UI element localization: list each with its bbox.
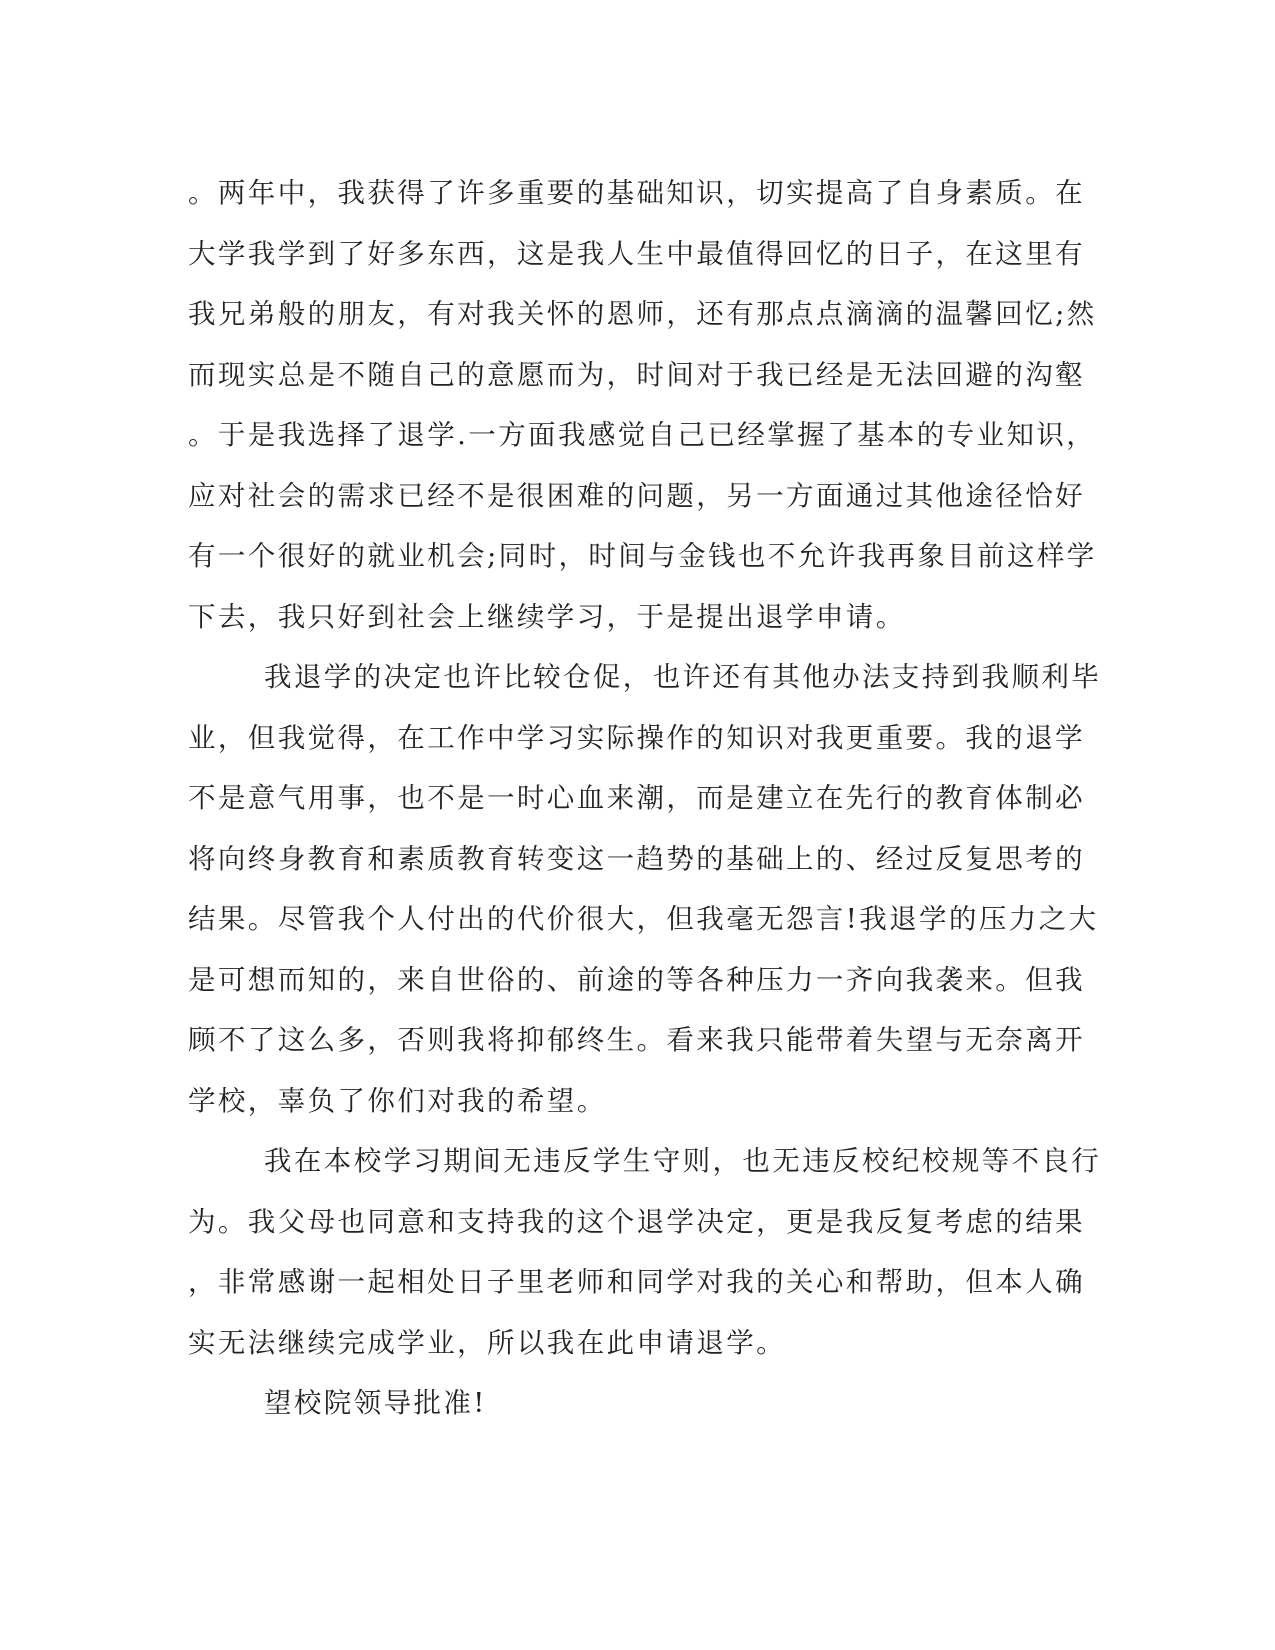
text-line: 我退学的决定也许比较仓促，也许还有其他办法支持到我顺利毕: [264, 661, 1102, 693]
paragraph-decision: [188, 647, 1102, 1131]
paragraph-continuation: [188, 163, 1097, 647]
text-line: 将向终身教育和素质教育转变这一趋势的基础上的、经过反复思考的: [188, 842, 1085, 875]
letter-body: [188, 163, 1102, 1434]
text-line: ，非常感谢一起相处日子里老师和同学对我的关心和帮助，但本人确: [188, 1266, 1085, 1298]
paragraph-request: [188, 1373, 1088, 1434]
text-line: 顾不了这么多，否则我将抑郁终生。看来我只能带着失望与无奈离开: [188, 1024, 1085, 1056]
text-line: 而现实总是不随自己的意愿而为，时间对于我已经是无法回避的沟壑: [188, 358, 1085, 391]
text-line: 我兄弟般的朋友，有对我关怀的恩师，还有那点点滴滴的温馨回忆;然: [188, 298, 1097, 330]
text-line: 不是意气用事，也不是一时心血来潮，而是建立在先行的教育体制必: [188, 782, 1085, 814]
text-line: 有一个很好的就业机会;同时，时间与金钱也不允许我再象目前这样学: [188, 540, 1097, 572]
text-line: 。两年中，我获得了许多重要的基础知识，切实提高了自身素质。在: [188, 177, 1085, 209]
paragraph-conduct: [188, 1131, 1102, 1373]
text-line: 下去，我只好到社会上继续学习，于是提出退学申请。: [188, 600, 906, 633]
text-line: 我在本校学习期间无违反学生守则，也无违反校纪校规等不良行: [264, 1145, 1102, 1177]
text-line: 学校，辜负了你们对我的希望。: [188, 1084, 607, 1117]
text-line: 望校院领导批准!: [264, 1387, 487, 1419]
text-line: 业，但我觉得，在工作中学习实际操作的知识对我更重要。我的退学: [188, 721, 1085, 754]
text-line: 结果。尽管我个人付出的代价很大，但我毫无怨言!我退学的压力之大: [188, 903, 1099, 935]
text-line: 为。我父母也同意和支持我的这个退学决定，更是我反复考虑的结果: [188, 1205, 1085, 1238]
text-line: 大学我学到了好多东西，这是我人生中最值得回忆的日子，在这里有: [188, 237, 1085, 270]
text-line: 。于是我选择了退学.一方面我感觉自己已经掌握了基本的专业知识，: [188, 419, 1097, 451]
text-line: 是可想而知的，来自世俗的、前途的等各种压力一齐向我袭来。但我: [188, 963, 1085, 996]
text-line: 实无法继续完成学业，所以我在此申请退学。: [188, 1326, 786, 1359]
text-line: 应对社会的需求已经不是很困难的问题，另一方面通过其他途径恰好: [188, 479, 1085, 512]
